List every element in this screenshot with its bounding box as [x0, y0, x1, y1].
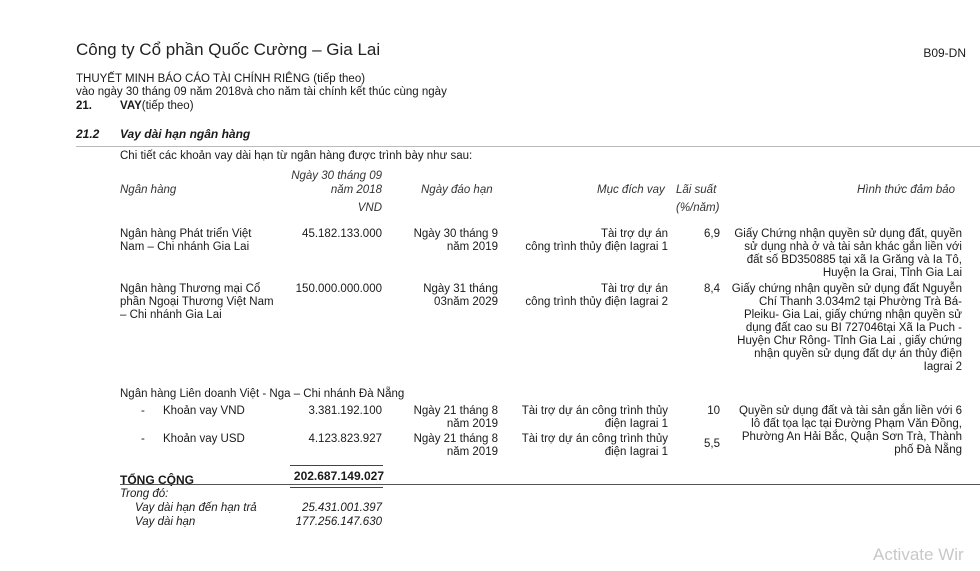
group-item-label: Khoản vay VND [163, 405, 245, 417]
group-item-purpose-line2: điện Iagrai 1 [604, 418, 668, 430]
total-value: 202.687.149.027 [293, 469, 384, 483]
table-row-due-line2: năm 2019 [446, 241, 498, 253]
table-row-amount: 150.000.000.000 [295, 283, 382, 295]
section-title-text: VAY [120, 100, 142, 112]
group-item-due-line1: Ngày 21 tháng 8 [413, 405, 498, 417]
group-item-purpose-line1: Tài trợ dự án công trình thủy [521, 433, 668, 445]
group-item-due-line2: năm 2019 [446, 418, 498, 430]
col-purpose-header: Mục đích vay [597, 184, 665, 196]
form-code: B09-DN [923, 46, 966, 60]
section-title-suffix: (tiếp theo) [141, 100, 194, 112]
group-collateral: Quyền sử dụng đất và tài sản gắn liền với 6 lô đất tọa lạc tại Đường Phạm Văn Đồng, Phường An Hải Bắc, Quận Sơn Trà, Thành phố Đà Nẵng [738, 405, 962, 456]
report-title: THUYẾT MINH BÁO CÁO TÀI CHÍNH RIÊNG (tiếp theo) [76, 73, 366, 85]
group-item-due-line2: năm 2019 [446, 446, 498, 458]
group-item-purpose-line2: điện Iagrai 1 [604, 446, 668, 458]
list-item-dash: - [141, 433, 145, 445]
long-term-value: 177.256.147.630 [295, 516, 382, 528]
intro-text: Chi tiết các khoản vay dài hạn từ ngân hàng được trình bày như sau: [120, 150, 473, 162]
total-top-rule [290, 465, 383, 466]
table-row-due-line2: 03năm 2029 [434, 296, 498, 308]
table-row-collateral: Giấy Chứng nhận quyền sử dụng đất, quyền sử dụng nhà ở và tài sản khác gắn liền với đất số BD350885 tại xã Ia Grăng và Ia Tô, Huyện Ia Grai, Tỉnh Gia Lai [734, 228, 962, 279]
of-which-label: Trong đó: [120, 488, 169, 500]
table-row-bank: Ngân hàng Thương mại Cổ phần Ngoại Thương Việt Nam – Chi nhánh Gia Lai [120, 283, 274, 321]
col-rate-unit: (%/năm) [676, 202, 720, 214]
group-item-rate: 10 [707, 405, 720, 417]
group-item-rate: 5,5 [704, 438, 720, 450]
table-row-purpose-line2: công trình thủy điện Iagrai 1 [525, 241, 668, 253]
col-rate-header: Lãi suất [676, 184, 717, 196]
group-item-due-line1: Ngày 21 tháng 8 [413, 433, 498, 445]
group-item-amount: 4.123.823.927 [308, 433, 382, 445]
subsection-number: 21.2 [76, 127, 100, 141]
group-item-label: Khoản vay USD [163, 433, 245, 445]
col-date-header-line2: năm 2018 [330, 184, 382, 196]
col-currency-header: VND [357, 202, 382, 214]
total-double-rule [290, 487, 383, 488]
table-row-bank: Ngân hàng Phát triển Việt Nam – Chi nhánh Gia Lai [120, 228, 252, 253]
group-item-amount: 3.381.192.100 [308, 405, 382, 417]
company-name: Công ty Cổ phần Quốc Cường – Gia Lai [76, 40, 381, 59]
table-row-amount: 45.182.133.000 [302, 228, 382, 240]
table-row-due-line1: Ngày 30 tháng 9 [413, 228, 498, 240]
col-date-header-line1: Ngày 30 tháng 09 [291, 170, 382, 182]
table-row-rate: 8,4 [704, 283, 720, 295]
long-term-label: Vay dài hạn [135, 516, 196, 528]
total-underline [120, 484, 980, 485]
section-title [120, 100, 194, 112]
current-portion-label: Vay dài hạn đến hạn trả [135, 502, 257, 514]
col-due-header: Ngày đáo hạn [421, 184, 493, 196]
section-divider [76, 146, 980, 147]
group-item-purpose-line1: Tài trợ dự án công trình thủy [521, 405, 668, 417]
section-number: 21. [76, 100, 92, 112]
table-row-purpose-line2: công trình thủy điện Iagrai 2 [525, 296, 668, 308]
table-row-purpose-line1: Tài trợ dự án [600, 228, 668, 240]
subsection-title: Vay dài hạn ngân hàng [120, 127, 251, 141]
activation-watermark: Activate Wir [873, 545, 964, 564]
total-label: TỔNG CỘNG [120, 473, 194, 487]
col-bank-header: Ngân hàng [120, 184, 177, 196]
report-period: vào ngày 30 tháng 09 năm 2018và cho năm tài chính kết thúc cùng ngày [76, 86, 447, 98]
table-row-collateral: Giấy chứng nhận quyền sử dụng đất Nguyễn Chí Thanh 3.034m2 tại Phường Trà Bá- Pleiku- Gia Lai, giấy chứng nhận quyền sử dụng đất cao su BI 727046tại Xã Ia Puch - Huyện Chư Rông- Tỉnh Gia Lai , giấy chứng nhận quyền sử dụng đất dự án thủy điện Iagrai 2 [731, 283, 962, 373]
table-row-due-line1: Ngày 31 tháng [423, 283, 498, 295]
group-title: Ngân hàng Liên doanh Việt - Nga – Chi nhánh Đà Nẵng [120, 388, 405, 400]
col-collateral-header: Hình thức đảm bảo [857, 184, 956, 196]
table-row-purpose-line1: Tài trợ dự án [600, 283, 668, 295]
list-item-dash: - [141, 405, 145, 417]
table-row-rate: 6,9 [704, 228, 720, 240]
current-portion-value: 25.431.001.397 [302, 502, 382, 514]
